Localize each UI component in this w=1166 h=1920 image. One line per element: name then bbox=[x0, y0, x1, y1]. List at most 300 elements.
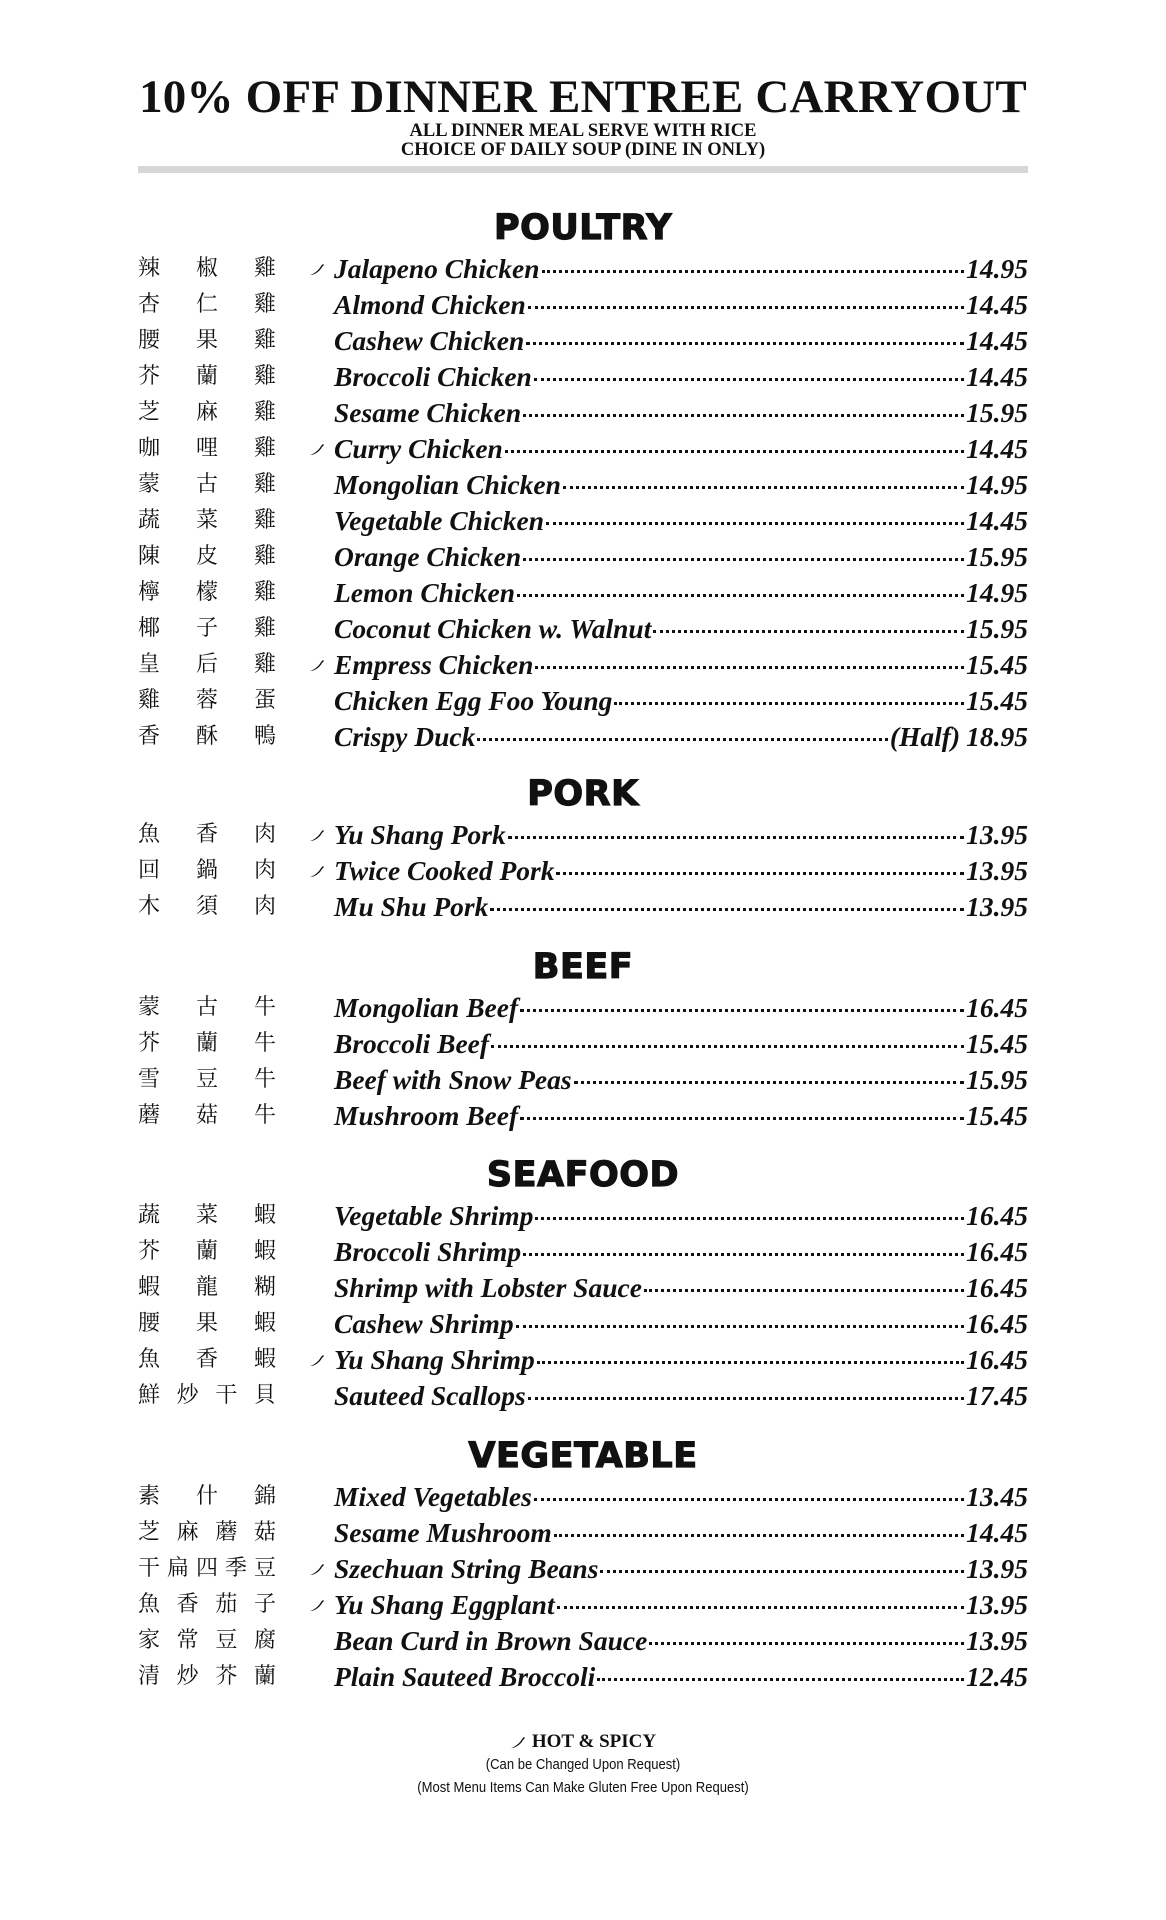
dot-leader bbox=[546, 522, 964, 525]
dish-name: Cashew Chicken bbox=[334, 325, 525, 356]
menu-item bbox=[138, 503, 1028, 539]
chinese-char: 果 bbox=[195, 1311, 218, 1336]
dish-name: Crispy Duck bbox=[334, 721, 476, 752]
chinese-char: 蒙 bbox=[138, 472, 161, 497]
section-title: PORK bbox=[527, 774, 639, 814]
english-line bbox=[334, 647, 1028, 683]
dot-leader bbox=[508, 836, 964, 839]
menu-item bbox=[138, 1098, 1028, 1134]
dot-leader bbox=[526, 342, 964, 345]
chinese-name bbox=[138, 434, 276, 464]
menu-item bbox=[138, 1623, 1028, 1659]
dish-name: Bean Curd in Brown Sauce bbox=[334, 1625, 648, 1656]
chinese-char: 菜 bbox=[195, 508, 218, 533]
dish-price: 14.45 bbox=[966, 289, 1028, 320]
dish-price: 16.45 bbox=[966, 1200, 1028, 1231]
dish-name: Almond Chicken bbox=[334, 289, 526, 320]
chinese-char: 腰 bbox=[138, 328, 161, 353]
chinese-char: 蔬 bbox=[138, 508, 161, 533]
chinese-char: 蝦 bbox=[138, 1275, 161, 1300]
legend-note-gluten: (Most Menu Items Can Make Gluten Free Upon Request) bbox=[417, 1780, 749, 1796]
chinese-name bbox=[138, 1101, 276, 1131]
menu-item bbox=[138, 1659, 1028, 1695]
english-line bbox=[334, 575, 1028, 611]
chinese-char: 魚 bbox=[138, 1592, 161, 1617]
chinese-char: 肉 bbox=[253, 822, 276, 847]
menu-item bbox=[138, 287, 1028, 323]
english-line bbox=[334, 287, 1028, 323]
chinese-char: 素 bbox=[138, 1484, 161, 1509]
chinese-char: 鍋 bbox=[195, 858, 218, 883]
english-line bbox=[334, 503, 1028, 539]
dish-name: Mixed Vegetables bbox=[334, 1481, 532, 1512]
chinese-char: 回 bbox=[138, 858, 161, 883]
dot-leader bbox=[649, 1642, 964, 1645]
chinese-char: 腰 bbox=[138, 1311, 161, 1336]
chinese-char: 麻 bbox=[195, 400, 218, 425]
dish-price: 13.95 bbox=[966, 1589, 1028, 1620]
chinese-char: 牛 bbox=[253, 1067, 276, 1092]
chinese-char: 雞 bbox=[253, 256, 276, 281]
dish-name: Sesame Chicken bbox=[334, 397, 522, 428]
chinese-char: 芝 bbox=[138, 1520, 161, 1545]
menu-item bbox=[138, 539, 1028, 575]
menu-item-list bbox=[138, 1479, 1028, 1695]
dot-leader bbox=[554, 1534, 964, 1537]
chinese-char: 果 bbox=[195, 328, 218, 353]
dot-leader bbox=[534, 1498, 964, 1501]
menu-item-list bbox=[138, 817, 1028, 925]
dish-name: Broccoli Shrimp bbox=[334, 1236, 522, 1267]
english-line bbox=[334, 539, 1028, 575]
menu-section-poultry bbox=[138, 208, 1028, 755]
english-line bbox=[334, 1515, 1028, 1551]
chinese-char: 檬 bbox=[195, 580, 218, 605]
dish-price: 14.95 bbox=[966, 577, 1028, 608]
dish-price: 13.95 bbox=[966, 1625, 1028, 1656]
english-line bbox=[334, 889, 1028, 925]
menu-item bbox=[138, 1342, 1028, 1378]
chinese-char: 蝦 bbox=[253, 1203, 276, 1228]
chinese-char: 雞 bbox=[253, 364, 276, 389]
menu-header bbox=[138, 72, 1028, 160]
english-line bbox=[334, 323, 1028, 359]
chinese-char: 椒 bbox=[195, 256, 218, 281]
chinese-char: 蔬 bbox=[138, 1203, 161, 1228]
dish-price: 13.95 bbox=[966, 855, 1028, 886]
menu-item bbox=[138, 395, 1028, 431]
chinese-char: 雞 bbox=[253, 580, 276, 605]
menu-item bbox=[138, 853, 1028, 889]
chinese-char: 蘭 bbox=[253, 1664, 276, 1689]
dot-leader bbox=[557, 1606, 965, 1609]
dot-leader bbox=[535, 1217, 964, 1220]
chinese-char: 蘭 bbox=[195, 1239, 218, 1264]
english-line bbox=[334, 1198, 1028, 1234]
section-title: BEEF bbox=[532, 947, 634, 987]
menu-item bbox=[138, 467, 1028, 503]
chinese-name bbox=[138, 856, 276, 886]
section-title: POULTRY bbox=[493, 208, 673, 248]
chinese-char: 牛 bbox=[253, 1103, 276, 1128]
chinese-char: 常 bbox=[176, 1628, 199, 1653]
chinese-char: 哩 bbox=[195, 436, 218, 461]
dish-name: Lemon Chicken bbox=[334, 577, 516, 608]
subtitle-soup: CHOICE OF DAILY SOUP (DINE IN ONLY) bbox=[400, 140, 766, 160]
menu-item bbox=[138, 719, 1028, 755]
chinese-char: 炒 bbox=[176, 1383, 199, 1408]
pepper-icon bbox=[309, 1562, 325, 1576]
chinese-name bbox=[138, 1309, 276, 1339]
portion-note: (Half) bbox=[889, 721, 961, 752]
menu-item bbox=[138, 647, 1028, 683]
dish-price: 13.45 bbox=[966, 1481, 1028, 1512]
dish-name: Empress Chicken bbox=[334, 649, 534, 680]
chinese-char: 雞 bbox=[253, 436, 276, 461]
chinese-char: 陳 bbox=[138, 544, 161, 569]
dish-name: Mushroom Beef bbox=[334, 1100, 519, 1131]
chinese-char: 牛 bbox=[253, 995, 276, 1020]
chinese-char: 龍 bbox=[195, 1275, 218, 1300]
chinese-char: 蝦 bbox=[253, 1347, 276, 1372]
chinese-name bbox=[138, 820, 276, 850]
dish-name: Yu Shang Eggplant bbox=[334, 1589, 555, 1620]
chinese-char: 子 bbox=[195, 616, 218, 641]
chinese-char: 腐 bbox=[253, 1628, 276, 1653]
chinese-char: 仁 bbox=[195, 292, 218, 317]
chinese-char: 鴨 bbox=[253, 724, 276, 749]
chinese-char: 菇 bbox=[195, 1103, 218, 1128]
dish-name: Vegetable Shrimp bbox=[334, 1200, 534, 1231]
dish-name: Yu Shang Shrimp bbox=[334, 1344, 535, 1375]
dot-leader bbox=[516, 1325, 965, 1328]
chinese-char: 貝 bbox=[253, 1383, 276, 1408]
english-line bbox=[334, 467, 1028, 503]
chinese-char: 芥 bbox=[138, 1239, 161, 1264]
chinese-name bbox=[138, 1590, 276, 1620]
chinese-char: 古 bbox=[195, 472, 218, 497]
dot-leader bbox=[556, 872, 964, 875]
chinese-char: 雞 bbox=[253, 400, 276, 425]
chinese-char: 麻 bbox=[176, 1520, 199, 1545]
chinese-char: 蘑 bbox=[215, 1520, 238, 1545]
chinese-name bbox=[138, 542, 276, 572]
chinese-char: 雞 bbox=[138, 688, 161, 713]
page-title: 10% OFF DINNER ENTREE CARRYOUT bbox=[139, 71, 1027, 123]
chinese-char: 子 bbox=[253, 1592, 276, 1617]
chinese-char: 辣 bbox=[138, 256, 161, 281]
dish-name: Plain Sauteed Broccoli bbox=[334, 1661, 596, 1692]
dot-leader bbox=[563, 486, 964, 489]
chinese-name bbox=[138, 1065, 276, 1095]
chinese-char: 雪 bbox=[138, 1067, 161, 1092]
menu-item bbox=[138, 431, 1028, 467]
chinese-name bbox=[138, 1626, 276, 1656]
english-line bbox=[334, 1306, 1028, 1342]
chinese-name bbox=[138, 1273, 276, 1303]
chinese-name bbox=[138, 1237, 276, 1267]
legend-title-text: HOT & SPICY bbox=[531, 1731, 657, 1752]
english-line bbox=[334, 1026, 1028, 1062]
dish-name: Mu Shu Pork bbox=[334, 891, 489, 922]
dish-price: 16.45 bbox=[966, 1308, 1028, 1339]
pepper-icon bbox=[510, 1735, 526, 1749]
chinese-name bbox=[138, 506, 276, 536]
menu-section-beef bbox=[138, 947, 1028, 1134]
chinese-char: 皮 bbox=[195, 544, 218, 569]
dish-price: 17.45 bbox=[966, 1380, 1028, 1411]
pepper-icon bbox=[309, 828, 325, 842]
chinese-char: 蘑 bbox=[138, 1103, 161, 1128]
chinese-char: 酥 bbox=[195, 724, 218, 749]
chinese-name bbox=[138, 290, 276, 320]
chinese-char: 錦 bbox=[253, 1484, 276, 1509]
english-line bbox=[334, 1551, 1028, 1587]
dot-leader bbox=[505, 450, 964, 453]
chinese-char: 蓉 bbox=[195, 688, 218, 713]
chinese-char: 魚 bbox=[138, 822, 161, 847]
chinese-char: 蛋 bbox=[253, 688, 276, 713]
dot-leader bbox=[490, 908, 964, 911]
english-line bbox=[334, 611, 1028, 647]
chinese-char: 菜 bbox=[195, 1203, 218, 1228]
menu-item bbox=[138, 251, 1028, 287]
menu-item bbox=[138, 990, 1028, 1026]
header-divider bbox=[138, 166, 1028, 173]
chinese-char: 茄 bbox=[215, 1592, 238, 1617]
dot-leader bbox=[520, 1009, 964, 1012]
chinese-name bbox=[138, 470, 276, 500]
dot-leader bbox=[523, 558, 964, 561]
chinese-char: 芥 bbox=[215, 1664, 238, 1689]
chinese-char: 后 bbox=[195, 652, 218, 677]
dish-name: Sauteed Scallops bbox=[334, 1380, 526, 1411]
chinese-char: 季 bbox=[224, 1556, 247, 1581]
english-line bbox=[334, 1342, 1028, 1378]
dish-name: Broccoli Chicken bbox=[334, 361, 532, 392]
pepper-icon bbox=[309, 1598, 325, 1612]
menu-section-seafood bbox=[138, 1155, 1028, 1414]
chinese-char: 香 bbox=[138, 724, 161, 749]
dot-leader bbox=[523, 1253, 964, 1256]
chinese-char: 皇 bbox=[138, 652, 161, 677]
dish-price: 15.95 bbox=[966, 541, 1028, 572]
pepper-icon bbox=[309, 262, 325, 276]
chinese-char: 蘭 bbox=[195, 1031, 218, 1056]
chinese-char: 雞 bbox=[253, 508, 276, 533]
dot-leader bbox=[477, 738, 888, 741]
chinese-char: 豆 bbox=[195, 1067, 218, 1092]
chinese-char: 芝 bbox=[138, 400, 161, 425]
pepper-icon bbox=[309, 1353, 325, 1367]
menu-item bbox=[138, 1551, 1028, 1587]
chinese-char: 雞 bbox=[253, 616, 276, 641]
chinese-char: 豆 bbox=[253, 1556, 276, 1581]
chinese-char: 干 bbox=[215, 1383, 238, 1408]
chinese-name bbox=[138, 326, 276, 356]
dish-name: Orange Chicken bbox=[334, 541, 522, 572]
dish-name: Yu Shang Pork bbox=[334, 819, 506, 850]
dish-price: 14.95 bbox=[966, 253, 1028, 284]
english-line bbox=[334, 1062, 1028, 1098]
menu-item bbox=[138, 1198, 1028, 1234]
chinese-char: 香 bbox=[195, 822, 218, 847]
chinese-char: 鮮 bbox=[138, 1383, 161, 1408]
dot-leader bbox=[534, 378, 964, 381]
dot-leader bbox=[542, 270, 965, 273]
dish-name: Sesame Mushroom bbox=[334, 1517, 552, 1548]
dish-name: Mongolian Beef bbox=[334, 992, 519, 1023]
menu-item bbox=[138, 683, 1028, 719]
menu-item bbox=[138, 1587, 1028, 1623]
pepper-icon bbox=[309, 864, 325, 878]
dish-name: Mongolian Chicken bbox=[334, 469, 561, 500]
chinese-char: 香 bbox=[195, 1347, 218, 1372]
english-line bbox=[334, 719, 1028, 755]
english-line bbox=[334, 1623, 1028, 1659]
english-line bbox=[334, 817, 1028, 853]
chinese-char: 香 bbox=[176, 1592, 199, 1617]
dot-leader bbox=[614, 702, 964, 705]
chinese-name bbox=[138, 362, 276, 392]
section-title: SEAFOOD bbox=[486, 1155, 680, 1195]
dot-leader bbox=[528, 306, 964, 309]
menu-item bbox=[138, 817, 1028, 853]
chinese-char: 芥 bbox=[138, 364, 161, 389]
dish-price: 15.95 bbox=[966, 613, 1028, 644]
menu-item bbox=[138, 1062, 1028, 1098]
dot-leader bbox=[597, 1678, 964, 1681]
chinese-char: 豆 bbox=[215, 1628, 238, 1653]
dot-leader bbox=[644, 1289, 964, 1292]
menu-section-vegetable bbox=[138, 1436, 1028, 1695]
chinese-name bbox=[138, 993, 276, 1023]
dish-name: Twice Cooked Pork bbox=[334, 855, 555, 886]
menu-item bbox=[138, 1378, 1028, 1414]
dish-price: 18.95 bbox=[966, 721, 1028, 752]
english-line bbox=[334, 359, 1028, 395]
chinese-name bbox=[138, 686, 276, 716]
menu-item bbox=[138, 1234, 1028, 1270]
legend bbox=[138, 1730, 1028, 1800]
chinese-char: 檸 bbox=[138, 580, 161, 605]
dish-price: 15.45 bbox=[966, 649, 1028, 680]
legend-note-change: (Can be Changed Upon Request) bbox=[485, 1757, 681, 1773]
chinese-char: 蘭 bbox=[195, 364, 218, 389]
chinese-char: 雞 bbox=[253, 652, 276, 677]
dish-price: 16.45 bbox=[966, 992, 1028, 1023]
chinese-name bbox=[138, 254, 276, 284]
menu-item bbox=[138, 1270, 1028, 1306]
chinese-name bbox=[138, 578, 276, 608]
chinese-char: 杏 bbox=[138, 292, 161, 317]
dot-leader bbox=[537, 1361, 964, 1364]
dish-price: 14.45 bbox=[966, 1517, 1028, 1548]
dot-leader bbox=[523, 414, 964, 417]
dish-name: Shrimp with Lobster Sauce bbox=[334, 1272, 642, 1303]
dish-price: 14.45 bbox=[966, 361, 1028, 392]
chinese-char: 雞 bbox=[253, 328, 276, 353]
dot-leader bbox=[528, 1397, 964, 1400]
english-line bbox=[334, 431, 1028, 467]
menu-item bbox=[138, 889, 1028, 925]
dot-leader bbox=[535, 666, 964, 669]
chinese-name bbox=[138, 398, 276, 428]
english-line bbox=[334, 990, 1028, 1026]
dish-price: 15.95 bbox=[966, 1064, 1028, 1095]
dish-price: 15.45 bbox=[966, 685, 1028, 716]
dish-price: 16.45 bbox=[966, 1236, 1028, 1267]
chinese-name bbox=[138, 1029, 276, 1059]
dish-price: 16.45 bbox=[966, 1272, 1028, 1303]
chinese-char: 炒 bbox=[176, 1664, 199, 1689]
dish-price: 13.95 bbox=[966, 1553, 1028, 1584]
dish-name: Beef with Snow Peas bbox=[334, 1064, 572, 1095]
chinese-char: 牛 bbox=[253, 1031, 276, 1056]
chinese-char: 木 bbox=[138, 894, 161, 919]
chinese-char: 四 bbox=[195, 1556, 218, 1581]
dish-price: 13.95 bbox=[966, 891, 1028, 922]
chinese-char: 什 bbox=[195, 1484, 218, 1509]
chinese-char: 蒙 bbox=[138, 995, 161, 1020]
dot-leader bbox=[653, 630, 964, 633]
menu-item bbox=[138, 1515, 1028, 1551]
chinese-name bbox=[138, 1381, 276, 1411]
menu-item bbox=[138, 359, 1028, 395]
chinese-char: 蝦 bbox=[253, 1239, 276, 1264]
chinese-char: 糊 bbox=[253, 1275, 276, 1300]
english-line bbox=[334, 1098, 1028, 1134]
chinese-name bbox=[138, 1345, 276, 1375]
dot-leader bbox=[517, 594, 964, 597]
dish-price: 14.45 bbox=[966, 325, 1028, 356]
menu-item bbox=[138, 1479, 1028, 1515]
dish-price: 14.45 bbox=[966, 505, 1028, 536]
menu-item bbox=[138, 1026, 1028, 1062]
dish-price: 12.45 bbox=[966, 1661, 1028, 1692]
chinese-name bbox=[138, 1662, 276, 1692]
english-line bbox=[334, 853, 1028, 889]
chinese-char: 魚 bbox=[138, 1347, 161, 1372]
dish-name: Chicken Egg Foo Young bbox=[334, 685, 613, 716]
legend-title bbox=[510, 1730, 656, 1754]
menu-section-pork bbox=[138, 774, 1028, 925]
dish-price: 15.45 bbox=[966, 1028, 1028, 1059]
dot-leader bbox=[574, 1081, 965, 1084]
menu-item-list bbox=[138, 990, 1028, 1134]
chinese-name bbox=[138, 1201, 276, 1231]
dish-name: Szechuan String Beans bbox=[334, 1553, 599, 1584]
english-line bbox=[334, 1659, 1028, 1695]
chinese-name bbox=[138, 1554, 276, 1584]
dot-leader bbox=[491, 1045, 964, 1048]
chinese-char: 扁 bbox=[166, 1556, 189, 1581]
chinese-char: 菇 bbox=[253, 1520, 276, 1545]
dish-price: 15.45 bbox=[966, 1100, 1028, 1131]
section-title: VEGETABLE bbox=[468, 1436, 698, 1476]
chinese-char: 清 bbox=[138, 1664, 161, 1689]
chinese-char: 椰 bbox=[138, 616, 161, 641]
chinese-char: 肉 bbox=[253, 894, 276, 919]
dish-price: 13.95 bbox=[966, 819, 1028, 850]
dish-name: Broccoli Beef bbox=[334, 1028, 490, 1059]
chinese-char: 肉 bbox=[253, 858, 276, 883]
dot-leader bbox=[520, 1117, 964, 1120]
dish-price: 16.45 bbox=[966, 1344, 1028, 1375]
chinese-name bbox=[138, 1482, 276, 1512]
menu-item-list bbox=[138, 1198, 1028, 1414]
english-line bbox=[334, 1479, 1028, 1515]
